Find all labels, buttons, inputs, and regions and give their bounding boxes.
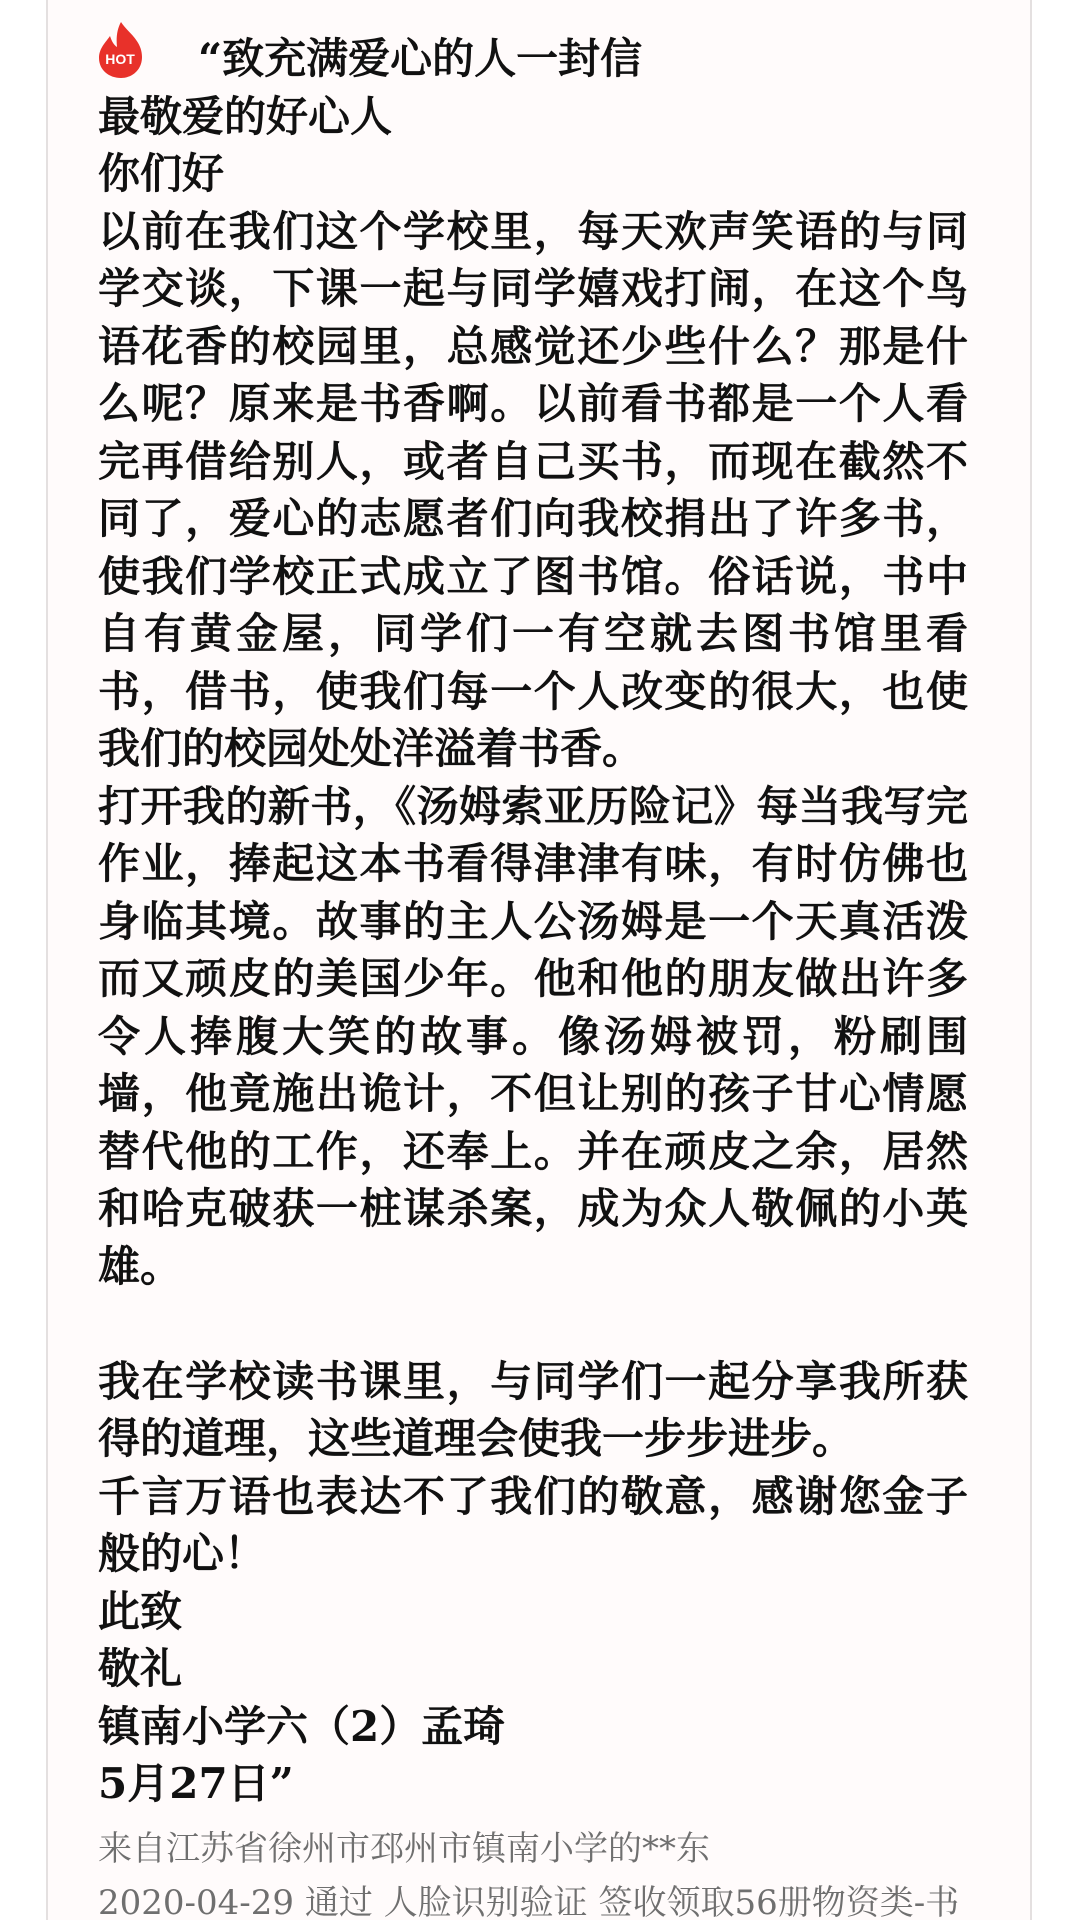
donor-source: 来自江苏省徐州市邳州市镇南小学的**东 xyxy=(98,1829,710,1869)
letter-regards: 敬礼 xyxy=(98,1644,183,1693)
donation-footer xyxy=(98,1822,998,1920)
letter-paragraph: 千言万语也表达不了我们的敬意，感谢您金子般的心！ xyxy=(98,1471,968,1578)
hot-badge-text: HOT xyxy=(105,51,135,67)
letter-body xyxy=(98,30,968,1813)
letter-signature: 镇南小学六（2）孟琦 xyxy=(98,1701,506,1751)
letter-paragraph: 打开我的新书，《汤姆索亚历险记》每当我写完作业，捧起这本书看得津津有味，有时仿佛也身临其境。故事的主人公汤姆是一个天真活泼而又顽皮的美国少年。他和他的朋友做出许多令人捧腹大笑的故事。像汤姆被罚，粉刷围墙，他竟施出诡计，不但让别的孩子甘心情愿替代他的工作，还奉上。并在顽皮之余，居然和哈克破获一桩谋杀案，成为众人敬佩的小英雄。 xyxy=(98,781,968,1291)
letter-greeting: 你们好 xyxy=(98,149,225,198)
receipt-info: 2020-04-29 通过 人脸识别验证 签收领取56册物资类-书 xyxy=(98,1883,960,1920)
letter-paragraph-blank xyxy=(98,1295,968,1353)
letter-date: 5月27日” xyxy=(98,1759,294,1808)
letter-paragraph: 我在学校读书课里，与同学们一起分享我所获得的道理，这些道理会使我一步步进步。 xyxy=(98,1356,968,1463)
letter-paragraph: 以前在我们这个学校里，每天欢声笑语的与同学交谈，下课一起与同学嬉戏打闹，在这个鸟语花香的校园里，总感觉还少些什么？那是什么呢？原来是书香啊。以前看书都是一个人看完再借给别人，或者自己买书，而现在截然不同了，爱心的志愿者们向我校捐出了许多书，使我们学校正式成立了图书馆。俗话说，书中自有黄金屋，同学们一有空就去图书馆里看书，借书，使我们每一个人改变的很大，也使我们的校园处处洋溢着书香。 xyxy=(98,206,968,773)
letter-salutation: 最敬爱的好心人 xyxy=(98,91,393,141)
letter-closing: 此致 xyxy=(98,1586,183,1636)
letter-title: “致充满爱心的人一封信 xyxy=(198,34,643,83)
